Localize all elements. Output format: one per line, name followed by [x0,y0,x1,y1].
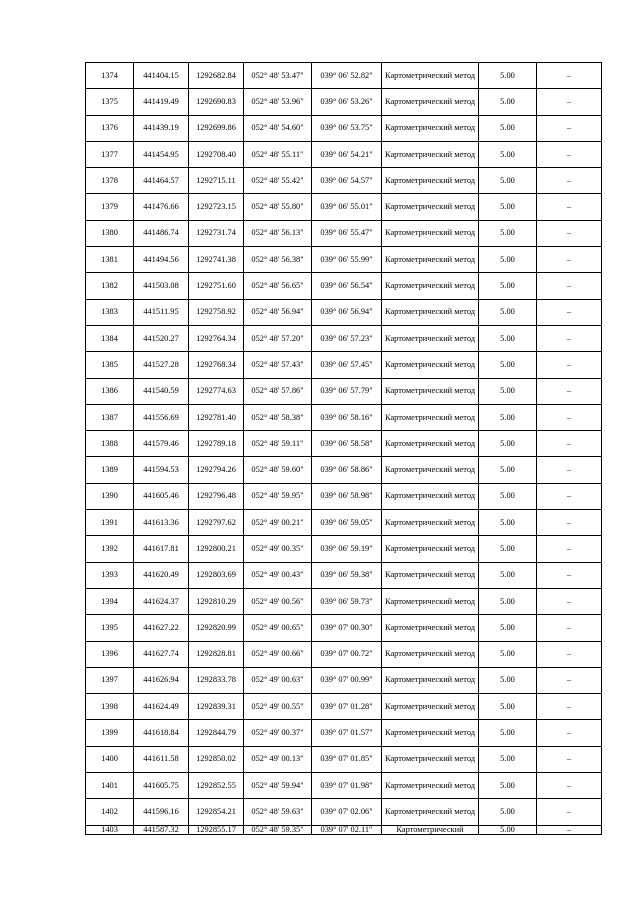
note-cell: – [537,194,602,220]
table-row [86,325,602,351]
method-cell: Картометрический метод [382,194,479,220]
method-cell: Картометрический метод [382,483,479,509]
latitude-cell: 052° 48' 59.94" [244,773,312,799]
longitude-cell: 039° 07' 01.98" [312,773,382,799]
x-coordinate-cell: 441540.59 [134,378,189,404]
y-coordinate-cell: 1292850.02 [189,746,244,772]
point-number-cell: 1394 [86,588,134,614]
precision-cell: 5.00 [479,615,537,641]
longitude-cell: 039° 07' 00.30" [312,615,382,641]
x-coordinate-cell: 441439.19 [134,115,189,141]
note-cell: – [537,510,602,536]
method-cell: Картометрический метод [382,510,479,536]
x-coordinate-cell: 441520.27 [134,325,189,351]
longitude-cell: 039° 06' 59.05" [312,510,382,536]
y-coordinate-cell: 1292794.26 [189,457,244,483]
longitude-cell: 039° 07' 01.57" [312,720,382,746]
precision-cell: 5.00 [479,667,537,693]
table-row [86,63,602,89]
latitude-cell: 052° 48' 56.65" [244,273,312,299]
note-cell: – [537,352,602,378]
y-coordinate-cell: 1292803.69 [189,562,244,588]
y-coordinate-cell: 1292855.17 [189,825,244,834]
x-coordinate-cell: 441454.95 [134,141,189,167]
longitude-cell: 039° 07' 00.99" [312,667,382,693]
y-coordinate-cell: 1292699.86 [189,115,244,141]
latitude-cell: 052° 48' 56.13" [244,220,312,246]
method-cell: Картометрический метод [382,299,479,325]
x-coordinate-cell: 441627.22 [134,615,189,641]
method-cell: Картометрический метод [382,720,479,746]
latitude-cell: 052° 48' 53.96" [244,89,312,115]
method-cell: Картометрический метод [382,378,479,404]
precision-cell: 5.00 [479,141,537,167]
table-row [86,378,602,404]
longitude-cell: 039° 07' 02.11" [312,825,382,834]
precision-cell: 5.00 [479,115,537,141]
x-coordinate-cell: 441587.32 [134,825,189,834]
note-cell: – [537,615,602,641]
method-cell: Картометрический метод [382,667,479,693]
note-cell: – [537,63,602,89]
point-number-cell: 1402 [86,799,134,825]
precision-cell: 5.00 [479,483,537,509]
table-row [86,825,602,834]
precision-cell: 5.00 [479,89,537,115]
x-coordinate-cell: 441617.81 [134,536,189,562]
method-cell: Картометрический метод [382,63,479,89]
latitude-cell: 052° 48' 57.86" [244,378,312,404]
precision-cell: 5.00 [479,168,537,194]
method-cell: Картометрический метод [382,457,479,483]
latitude-cell: 052° 48' 55.80" [244,194,312,220]
method-cell: Картометрический метод [382,694,479,720]
longitude-cell: 039° 06' 57.79" [312,378,382,404]
table-row [86,667,602,693]
latitude-cell: 052° 48' 59.35" [244,825,312,834]
latitude-cell: 052° 49' 00.21" [244,510,312,536]
point-number-cell: 1380 [86,220,134,246]
point-number-cell: 1392 [86,536,134,562]
x-coordinate-cell: 441464.57 [134,168,189,194]
latitude-cell: 052° 49' 00.66" [244,641,312,667]
longitude-cell: 039° 06' 58.86" [312,457,382,483]
latitude-cell: 052° 48' 59.95" [244,483,312,509]
note-cell: – [537,115,602,141]
longitude-cell: 039° 06' 55.01" [312,194,382,220]
y-coordinate-cell: 1292820.99 [189,615,244,641]
table-row [86,615,602,641]
x-coordinate-cell: 441611.58 [134,746,189,772]
note-cell: – [537,299,602,325]
method-cell: Картометрический метод [382,89,479,115]
precision-cell: 5.00 [479,404,537,430]
table-row [86,194,602,220]
x-coordinate-cell: 441620.49 [134,562,189,588]
x-coordinate-cell: 441618.84 [134,720,189,746]
longitude-cell: 039° 06' 52.82" [312,63,382,89]
point-number-cell: 1397 [86,667,134,693]
table-row [86,247,602,273]
precision-cell: 5.00 [479,273,537,299]
longitude-cell: 039° 06' 58.58" [312,431,382,457]
latitude-cell: 052° 48' 59.63" [244,799,312,825]
point-number-cell: 1375 [86,89,134,115]
note-cell: – [537,825,602,834]
latitude-cell: 052° 48' 56.38" [244,247,312,273]
x-coordinate-cell: 441476.66 [134,194,189,220]
note-cell: – [537,404,602,430]
y-coordinate-cell: 1292764.34 [189,325,244,351]
latitude-cell: 052° 49' 00.65" [244,615,312,641]
point-number-cell: 1382 [86,273,134,299]
precision-cell: 5.00 [479,247,537,273]
table-row [86,299,602,325]
y-coordinate-cell: 1292715.11 [189,168,244,194]
latitude-cell: 052° 48' 58.38" [244,404,312,430]
x-coordinate-cell: 441626.94 [134,667,189,693]
x-coordinate-cell: 441503.08 [134,273,189,299]
note-cell: – [537,273,602,299]
x-coordinate-cell: 441527.28 [134,352,189,378]
y-coordinate-cell: 1292758.92 [189,299,244,325]
longitude-cell: 039° 06' 53.26" [312,89,382,115]
note-cell: – [537,773,602,799]
y-coordinate-cell: 1292723.15 [189,194,244,220]
point-number-cell: 1389 [86,457,134,483]
note-cell: – [537,325,602,351]
method-cell: Картометрический метод [382,273,479,299]
coordinates-table [85,62,602,835]
point-number-cell: 1383 [86,299,134,325]
longitude-cell: 039° 06' 54.57" [312,168,382,194]
precision-cell: 5.00 [479,378,537,404]
point-number-cell: 1384 [86,325,134,351]
precision-cell: 5.00 [479,720,537,746]
table-row [86,89,602,115]
method-cell: Картометрический метод [382,220,479,246]
method-cell: Картометрический метод [382,352,479,378]
note-cell: – [537,247,602,273]
latitude-cell: 052° 48' 54.60" [244,115,312,141]
point-number-cell: 1399 [86,720,134,746]
point-number-cell: 1378 [86,168,134,194]
point-number-cell: 1395 [86,615,134,641]
method-cell: Картометрический метод [382,168,479,194]
longitude-cell: 039° 06' 53.75" [312,115,382,141]
precision-cell: 5.00 [479,352,537,378]
note-cell: – [537,667,602,693]
latitude-cell: 052° 49' 00.43" [244,562,312,588]
x-coordinate-cell: 441594.53 [134,457,189,483]
method-cell: Картометрический метод [382,799,479,825]
point-number-cell: 1377 [86,141,134,167]
longitude-cell: 039° 06' 57.23" [312,325,382,351]
x-coordinate-cell: 441494.56 [134,247,189,273]
y-coordinate-cell: 1292708.40 [189,141,244,167]
point-number-cell: 1388 [86,431,134,457]
table-row [86,273,602,299]
method-cell: Картометрический метод [382,141,479,167]
x-coordinate-cell: 441613.36 [134,510,189,536]
method-cell: Картометрический метод [382,115,479,141]
latitude-cell: 052° 48' 55.42" [244,168,312,194]
table-row [86,457,602,483]
table-row [86,220,602,246]
note-cell: – [537,378,602,404]
longitude-cell: 039° 07' 01.28" [312,694,382,720]
note-cell: – [537,588,602,614]
longitude-cell: 039° 07' 02.06" [312,799,382,825]
table-row [86,510,602,536]
latitude-cell: 052° 49' 00.37" [244,720,312,746]
y-coordinate-cell: 1292852.55 [189,773,244,799]
point-number-cell: 1381 [86,247,134,273]
x-coordinate-cell: 441511.95 [134,299,189,325]
y-coordinate-cell: 1292789.18 [189,431,244,457]
precision-cell: 5.00 [479,562,537,588]
precision-cell: 5.00 [479,431,537,457]
method-cell: Картометрический метод [382,404,479,430]
precision-cell: 5.00 [479,588,537,614]
y-coordinate-cell: 1292839.31 [189,694,244,720]
note-cell: – [537,720,602,746]
latitude-cell: 052° 49' 00.13" [244,746,312,772]
latitude-cell: 052° 48' 59.60" [244,457,312,483]
point-number-cell: 1376 [86,115,134,141]
y-coordinate-cell: 1292844.79 [189,720,244,746]
y-coordinate-cell: 1292810.29 [189,588,244,614]
method-cell: Картометрический метод [382,247,479,273]
note-cell: – [537,431,602,457]
precision-cell: 5.00 [479,641,537,667]
precision-cell: 5.00 [479,510,537,536]
note-cell: – [537,483,602,509]
table-body [86,63,602,835]
precision-cell: 5.00 [479,457,537,483]
latitude-cell: 052° 48' 55.11" [244,141,312,167]
method-cell: Картометрический метод [382,562,479,588]
note-cell: – [537,562,602,588]
y-coordinate-cell: 1292768.34 [189,352,244,378]
table-row [86,799,602,825]
y-coordinate-cell: 1292854.21 [189,799,244,825]
method-cell: Картометрический метод [382,615,479,641]
y-coordinate-cell: 1292800.21 [189,536,244,562]
point-number-cell: 1403 [86,825,134,834]
note-cell: – [537,536,602,562]
method-cell: Картометрический метод [382,746,479,772]
point-number-cell: 1374 [86,63,134,89]
precision-cell: 5.00 [479,63,537,89]
point-number-cell: 1393 [86,562,134,588]
note-cell: – [537,220,602,246]
longitude-cell: 039° 06' 55.99" [312,247,382,273]
x-coordinate-cell: 441627.74 [134,641,189,667]
table-row [86,141,602,167]
method-cell: Картометрический [382,825,479,834]
table-row [86,588,602,614]
precision-cell: 5.00 [479,799,537,825]
x-coordinate-cell: 441404.15 [134,63,189,89]
point-number-cell: 1379 [86,194,134,220]
x-coordinate-cell: 441419.49 [134,89,189,115]
method-cell: Картометрический метод [382,641,479,667]
method-cell: Картометрический метод [382,773,479,799]
note-cell: – [537,746,602,772]
precision-cell: 5.00 [479,299,537,325]
longitude-cell: 039° 06' 56.54" [312,273,382,299]
table-row [86,641,602,667]
longitude-cell: 039° 07' 01.85" [312,746,382,772]
latitude-cell: 052° 49' 00.35" [244,536,312,562]
precision-cell: 5.00 [479,194,537,220]
x-coordinate-cell: 441605.46 [134,483,189,509]
precision-cell: 5.00 [479,536,537,562]
y-coordinate-cell: 1292781.40 [189,404,244,430]
y-coordinate-cell: 1292690.83 [189,89,244,115]
latitude-cell: 052° 49' 00.63" [244,667,312,693]
point-number-cell: 1387 [86,404,134,430]
y-coordinate-cell: 1292796.48 [189,483,244,509]
note-cell: – [537,89,602,115]
y-coordinate-cell: 1292682.84 [189,63,244,89]
precision-cell: 5.00 [479,773,537,799]
table-row [86,431,602,457]
y-coordinate-cell: 1292797.62 [189,510,244,536]
y-coordinate-cell: 1292731.74 [189,220,244,246]
method-cell: Картометрический метод [382,431,479,457]
point-number-cell: 1391 [86,510,134,536]
method-cell: Картометрический метод [382,325,479,351]
table-row [86,746,602,772]
latitude-cell: 052° 48' 57.43" [244,352,312,378]
longitude-cell: 039° 06' 59.73" [312,588,382,614]
x-coordinate-cell: 441624.49 [134,694,189,720]
precision-cell: 5.00 [479,325,537,351]
table-row [86,536,602,562]
x-coordinate-cell: 441605.75 [134,773,189,799]
longitude-cell: 039° 06' 56.94" [312,299,382,325]
longitude-cell: 039° 06' 59.19" [312,536,382,562]
longitude-cell: 039° 06' 57.45" [312,352,382,378]
x-coordinate-cell: 441624.37 [134,588,189,614]
latitude-cell: 052° 49' 00.55" [244,694,312,720]
table-row [86,404,602,430]
y-coordinate-cell: 1292828.81 [189,641,244,667]
point-number-cell: 1400 [86,746,134,772]
y-coordinate-cell: 1292833.78 [189,667,244,693]
point-number-cell: 1401 [86,773,134,799]
table-row [86,168,602,194]
point-number-cell: 1390 [86,483,134,509]
latitude-cell: 052° 48' 57.20" [244,325,312,351]
latitude-cell: 052° 48' 56.94" [244,299,312,325]
table-row [86,694,602,720]
table-row [86,773,602,799]
note-cell: – [537,799,602,825]
y-coordinate-cell: 1292774.63 [189,378,244,404]
note-cell: – [537,694,602,720]
longitude-cell: 039° 06' 55.47" [312,220,382,246]
note-cell: – [537,641,602,667]
table-row [86,562,602,588]
longitude-cell: 039° 06' 54.21" [312,141,382,167]
x-coordinate-cell: 441596.16 [134,799,189,825]
x-coordinate-cell: 441579.46 [134,431,189,457]
method-cell: Картометрический метод [382,588,479,614]
point-number-cell: 1396 [86,641,134,667]
latitude-cell: 052° 48' 53.47" [244,63,312,89]
x-coordinate-cell: 441486.74 [134,220,189,246]
longitude-cell: 039° 06' 58.98" [312,483,382,509]
longitude-cell: 039° 06' 58.16" [312,404,382,430]
table-row [86,720,602,746]
y-coordinate-cell: 1292751.60 [189,273,244,299]
y-coordinate-cell: 1292741.38 [189,247,244,273]
point-number-cell: 1398 [86,694,134,720]
method-cell: Картометрический метод [382,536,479,562]
precision-cell: 5.00 [479,746,537,772]
note-cell: – [537,168,602,194]
longitude-cell: 039° 07' 00.72" [312,641,382,667]
table-row [86,483,602,509]
precision-cell: 5.00 [479,825,537,834]
precision-cell: 5.00 [479,220,537,246]
x-coordinate-cell: 441556.69 [134,404,189,430]
longitude-cell: 039° 06' 59.38" [312,562,382,588]
point-number-cell: 1386 [86,378,134,404]
note-cell: – [537,141,602,167]
point-number-cell: 1385 [86,352,134,378]
latitude-cell: 052° 48' 59.11" [244,431,312,457]
table-row [86,115,602,141]
precision-cell: 5.00 [479,694,537,720]
latitude-cell: 052° 49' 00.56" [244,588,312,614]
table-row [86,352,602,378]
note-cell: – [537,457,602,483]
